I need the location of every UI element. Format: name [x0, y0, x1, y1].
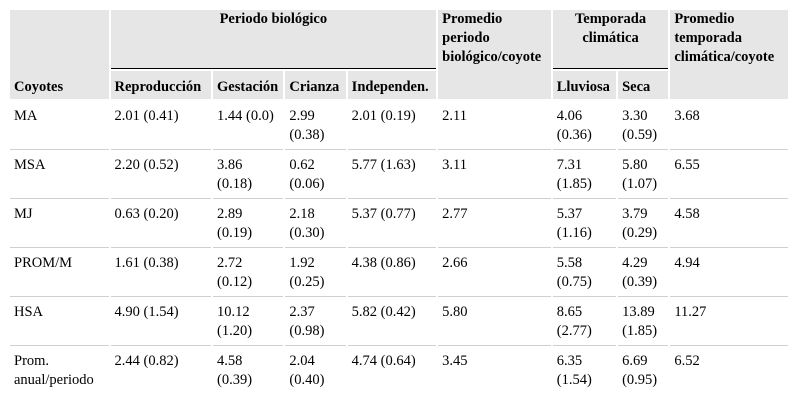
cell-seca: 3.79 (0.29) [618, 198, 668, 245]
cell-reproduccion: 4.90 (1.54) [111, 296, 212, 343]
cell-promedio-temporada: 11.27 [670, 296, 788, 343]
cell-lluviosa: 5.58 (0.75) [553, 247, 616, 294]
cell-reproduccion: 2.01 (0.41) [111, 101, 212, 147]
cell-crianza: 0.62 (0.06) [285, 149, 345, 196]
cell-reproduccion: 0.63 (0.20) [111, 198, 212, 245]
table-row [10, 101, 788, 147]
cell-crianza: 2.18 (0.30) [285, 198, 345, 245]
cell-crianza: 1.92 (0.25) [285, 247, 345, 294]
cell-gestacion: 1.44 (0.0) [213, 101, 283, 147]
cell-seca: 3.30 (0.59) [618, 101, 668, 147]
cell-lluviosa: 7.31 (1.85) [553, 149, 616, 196]
header-promedio-periodo: Promedio periodo biológico/coyote [438, 10, 551, 99]
cell-lluviosa: 4.06 (0.36) [553, 101, 616, 147]
cell-crianza: 2.99 (0.38) [285, 101, 345, 147]
table-row [10, 247, 788, 294]
cell-lluviosa: 6.35 (1.54) [553, 345, 616, 392]
cell-crianza: 2.37 (0.98) [285, 296, 345, 343]
cell-promedio-temporada: 3.68 [670, 101, 788, 147]
cell-coyote: MSA [10, 149, 109, 196]
cell-independencia: 5.82 (0.42) [348, 296, 437, 343]
header-gestacion: Gestación [213, 71, 283, 99]
cell-independencia: 2.01 (0.19) [348, 101, 437, 147]
header-coyotes: Coyotes [10, 10, 109, 99]
header-lluviosa: Lluviosa [553, 71, 616, 99]
cell-lluviosa: 5.37 (1.16) [553, 198, 616, 245]
cell-gestacion: 3.86 (0.18) [213, 149, 283, 196]
cell-seca: 6.69 (0.95) [618, 345, 668, 392]
cell-independencia: 4.74 (0.64) [348, 345, 437, 392]
cell-gestacion: 10.12 (1.20) [213, 296, 283, 343]
cell-gestacion: 4.58 (0.39) [213, 345, 283, 392]
cell-independencia: 5.37 (0.77) [348, 198, 437, 245]
cell-promedio-periodo: 3.11 [438, 149, 551, 196]
cell-promedio-periodo: 2.66 [438, 247, 551, 294]
cell-coyote: HSA [10, 296, 109, 343]
cell-promedio-temporada: 4.94 [670, 247, 788, 294]
cell-crianza: 2.04 (0.40) [285, 345, 345, 392]
cell-promedio-temporada: 4.58 [670, 198, 788, 245]
header-independencia: Independen. [348, 71, 437, 99]
table-row [10, 345, 788, 392]
cell-reproduccion: 2.44 (0.82) [111, 345, 212, 392]
cell-coyote: PROM/M [10, 247, 109, 294]
coyote-data-table [8, 8, 790, 394]
cell-gestacion: 2.89 (0.19) [213, 198, 283, 245]
header-seca: Seca [618, 71, 668, 99]
header-temporada-climatica: Temporada climática [553, 10, 669, 69]
cell-promedio-periodo: 2.77 [438, 198, 551, 245]
cell-independencia: 5.77 (1.63) [348, 149, 437, 196]
cell-coyote: MA [10, 101, 109, 147]
cell-promedio-temporada: 6.52 [670, 345, 788, 392]
cell-seca: 5.80 (1.07) [618, 149, 668, 196]
cell-reproduccion: 1.61 (0.38) [111, 247, 212, 294]
header-promedio-temporada: Promedio temporada climática/coyote [670, 10, 788, 99]
cell-seca: 13.89 (1.85) [618, 296, 668, 343]
header-crianza: Crianza [285, 71, 345, 99]
cell-coyote: Prom. anual/periodo [10, 345, 109, 392]
cell-coyote: MJ [10, 198, 109, 245]
header-reproduccion: Reproducción [111, 71, 212, 99]
cell-lluviosa: 8.65 (2.77) [553, 296, 616, 343]
cell-promedio-periodo: 3.45 [438, 345, 551, 392]
table-row [10, 198, 788, 245]
cell-reproduccion: 2.20 (0.52) [111, 149, 212, 196]
cell-promedio-periodo: 2.11 [438, 101, 551, 147]
header-periodo-biologico: Periodo biológico [111, 10, 437, 69]
table-row [10, 296, 788, 343]
cell-promedio-temporada: 6.55 [670, 149, 788, 196]
table-row [10, 149, 788, 196]
cell-promedio-periodo: 5.80 [438, 296, 551, 343]
cell-seca: 4.29 (0.39) [618, 247, 668, 294]
cell-independencia: 4.38 (0.86) [348, 247, 437, 294]
cell-gestacion: 2.72 (0.12) [213, 247, 283, 294]
